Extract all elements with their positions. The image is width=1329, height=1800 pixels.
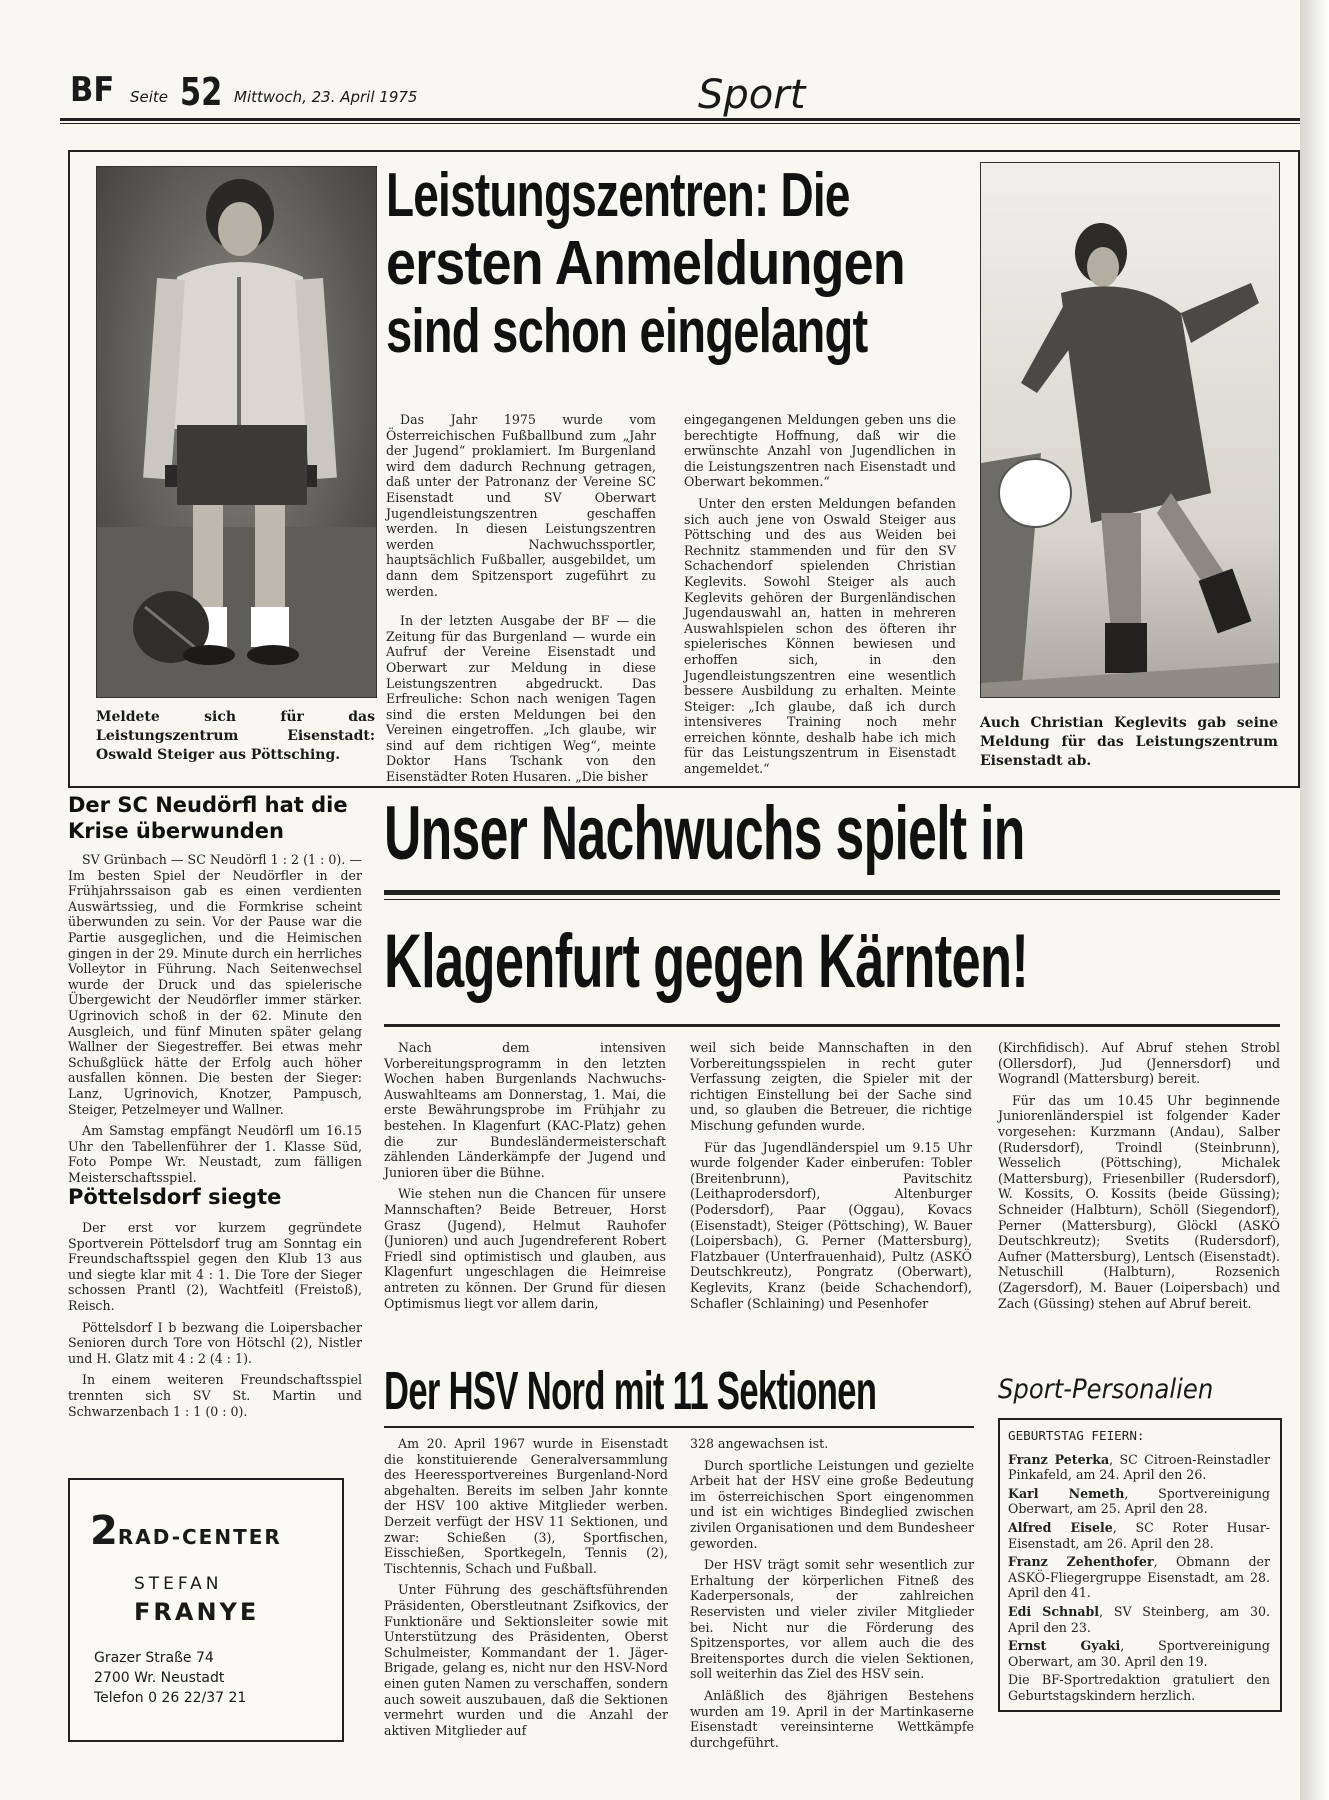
personalien-entry-name: Karl Nemeth <box>1008 1485 1125 1501</box>
personalien-entry <box>1008 1452 1270 1483</box>
poettelsdorf-article <box>68 1220 362 1419</box>
photo-christian-keglevits <box>980 162 1280 698</box>
nachwuchs-headline-rule <box>384 890 1280 895</box>
nachwuchs-col2-p2: Für das Jugendländerspiel um 9.15 Uhr wurde folgender Kader einberufen: Tobler (Breitenbrunn), Pavitschitz (Leithaprodersdorf), Altenburger (Podersdorf), Paar (Oggau), Kovacs (Eisenstadt), Steiger (Pöttsching), W. Bauer (Loipersbach), G. Perner (Mattersburg), Flatzbauer (Unterfrauenhaid), Pultz (ASKÖ Deutschkreutz), Pongratz (Oberwart), Keglevits, Kranz (beide Schachendorf), Schafler (Schlaining) und Pesenhofer <box>690 1139 972 1311</box>
masthead-rule <box>60 118 1300 121</box>
page-edge <box>1300 0 1329 1800</box>
ad-phone: Telefon 0 26 22/37 21 <box>94 1690 247 1706</box>
ad-street: Grazer Straße 74 <box>94 1650 214 1666</box>
personalien-entry <box>1008 1486 1270 1517</box>
feature-col2-p1: eingegangenen Meldungen geben uns die berechtigte Hoffnung, daß wir die erwünschte Anzahl von Jugendlichen in die Leistungszentren nach Eisenstadt und Oberwart bekommen.“ <box>684 412 956 490</box>
personalien-closing: Die BF-Sportredaktion gratuliert den Geburtstagskindern herzlich. <box>1008 1672 1270 1703</box>
personalien-entry <box>1008 1638 1270 1669</box>
ad-owner-last: FRANYE <box>134 1598 260 1626</box>
neudoerfl-headline: Der SC Neudörfl hat die Krise überwunden <box>68 793 348 843</box>
personalien-list <box>1008 1428 1270 1707</box>
personalien-entry <box>1008 1604 1270 1635</box>
player-photo-left-image <box>97 167 376 697</box>
feature-column-1 <box>386 412 656 785</box>
caption-left: Meldete sich für das Leistungszentrum Eisenstadt: Oswald Steiger aus Pöttsching. <box>96 709 375 763</box>
personalien-entry-name: Alfred Eisele <box>1008 1519 1113 1535</box>
feature-col1-p2: In der letzten Ausgabe der BF — die Zeitung für das Burgenland — wurde ein Aufruf der Vereine Eisenstadt und Oberwart zur Meldung in diese Leistungszentren abgedruckt. Das Erfreuliche: Schon nach wenigen Tagen sind die ersten Meldungen bei den Vereinen eingetroffen. „Ich glaube, wir sind auf dem richtigen Weg“, meinte Doktor Hans Tschank von den Eisenstädter Roten Husaren. „Die bisher <box>386 613 656 785</box>
poettelsdorf-p2: Pöttelsdorf I b bezwang die Loipersbacher Senioren durch Tore von Hötschl (2), Nistler und H. Glatz mit 4 : 2 (4 : 1). <box>68 1319 362 1366</box>
feature-headline-line-1: Leistungszentren: Die <box>386 161 850 230</box>
issue-date: Mittwoch, 23. April 1975 <box>234 88 418 106</box>
nachwuchs-column-2 <box>690 1040 972 1311</box>
personalien-title: Sport-Personalien <box>998 1374 1214 1405</box>
nachwuchs-col1-p1: Nach dem intensiven Vorbereitungsprogramm in den letzten Wochen haben Burgenlands Nachwuchs-Auswahlteams am Donnerstag, 1. Mai, die erste Bewährungsprobe im Frühjahr zu bestehen. In Klagenfurt (KAC-Platz) gehen die zur Bundesländermeisterschaft zählenden Länderkämpfe der Jugend und Junioren über die Bühne. <box>384 1040 666 1180</box>
masthead <box>70 70 1280 118</box>
poettelsdorf-p3: In einem weiteren Freundschaftsspiel trennten sich SV St. Martin und Schwarzenbach 1 : 1 (0 : 0). <box>68 1372 362 1419</box>
ad-title <box>90 1508 282 1554</box>
feature-headline-line-2: ersten Anmeldungen <box>386 229 905 298</box>
ad-owner-first: STEFAN <box>134 1574 223 1594</box>
hsv-col2-p2: Durch sportliche Leistungen und gezielte Arbeit hat der HSV eine große Bedeutung im österreichischen Sport eingenommen und ist ein wichtiges Bindeglied zwischen zivilen Organisationen und dem Bundesheer geworden. <box>690 1457 975 1551</box>
nachwuchs-headline-line-1: Unser Nachwuchs spielt in <box>384 791 1025 876</box>
neudoerfl-p2: Am Samstag empfängt Neudörfl um 16.15 Uhr den Tabellenführer der 1. Klasse Süd, Foto Pompe Wr. Neustadt, zum fälligen Meisterschaftsspiel. <box>68 1123 362 1185</box>
ad-city: 2700 Wr. Neustadt <box>94 1670 225 1686</box>
personalien-entry <box>1008 1520 1270 1551</box>
poettelsdorf-headline: Pöttelsdorf siegte <box>68 1185 282 1209</box>
page-number: 52 <box>180 70 223 114</box>
neudoerfl-article <box>68 852 362 1185</box>
ad-big-letter: 2 <box>90 1508 118 1554</box>
hsv-col2-p4: Anläßlich des 8jährigen Bestehens wurden am 19. April in der Martinkaserne Eisenstadt vereinsinterne Wettkämpfe durchgeführt. <box>690 1687 974 1750</box>
personalien-entry-text: , SC Roter Husar-Eisenstadt, am 26. April den 28. <box>1008 1519 1270 1551</box>
personalien-entry-name: Franz Zehenthofer <box>1008 1554 1154 1570</box>
personalien-entry-name: Edi Schnabl <box>1008 1603 1100 1619</box>
personalien-intro: GEBURTSTAG FEIERN: <box>1008 1428 1145 1443</box>
nachwuchs-col2-p1: weil sich beide Mannschaften in den Vorbereitungsspielen in recht guter Verfassung zeigten, die Spieler mit der richtigen Einstellung bei der Sache sind und, so glauben die Betreuer, die richtige Mischung gefunden wurde. <box>690 1040 972 1133</box>
masthead-rule-thin <box>60 123 1300 124</box>
feature-headline-line-3: sind schon eingelangt <box>386 297 868 366</box>
personalien-entry-text: , Sportvereinigung Oberwart, am 25. April den 28. <box>1008 1485 1270 1517</box>
poettelsdorf-p1: Der erst vor kurzem gegründete Sportverein Pöttelsdorf trug am Sonntag ein Freundschaftsspiel gegen den Klub 13 aus und siegte klar mit 4 : 1. Die Tore der Sieger schossen Prantl (2), Wachtfeitl (Freistoß), Reisch. <box>68 1220 362 1313</box>
seite-label: Seite <box>130 88 169 106</box>
hsv-col1-p1: Am 20. April 1967 wurde in Eisenstadt die konstituierende Generalversammlung des Heeressportvereines Burgenland-Nord abgehalten. Bereits im selben Jahr konnte der HSV 100 aktive Mitglieder werben. Derzeit verfügt der HSV 11 Sektionen, und zwar: Schießen (3), Sportfischen, Eisschießen, Sportkegeln, Tennis (2), Tischtennis, Schach und Fußball. <box>384 1436 668 1576</box>
hsv-column-1 <box>384 1436 668 1738</box>
player-photo-right-image <box>981 163 1279 697</box>
personalien-entry-text: , SC Citroen-Reinstadler Pinkafeld, am 24. April den 26. <box>1008 1451 1270 1483</box>
photo-oswald-steiger <box>96 166 377 698</box>
personalien-entry-text: , Sportvereinigung Oberwart, am 30. April den 19. <box>1008 1638 1270 1669</box>
nachwuchs-column-1 <box>384 1040 666 1311</box>
feature-col1-p1: Das Jahr 1975 wurde vom Österreichischen Fußballbund zum „Jahr der Jugend“ proklamiert. Im Burgenland wird dem dadurch Rechnung getragen, daß unter der Patronanz der Vereine SC Eisenstadt und SV Oberwart Jugendleistungszentren geschaffen werden. In diesen Leistungszentren werden Nachwuchssportler, hauptsächlich Fußballer, ausgebildet, um dann dem Spitzensport zugeführt zu werden. <box>386 412 656 599</box>
hsv-col2-p3: Der HSV trägt somit sehr wesentlich zur Erhaltung der körperlichen Fitneß des Kaderpersonals, der zahlreichen Reservisten und vieler ziviler Mitglieder bei. Nicht nur die Förderung des Spitzensportes, vor allem auch die des Breitensportes durch die vielen Sektionen, soll weiterhin das Ziel des HSV sein. <box>690 1557 974 1682</box>
personalien-entry-name: Franz Peterka <box>1008 1451 1110 1467</box>
nachwuchs-col1-p2: Wie stehen nun die Chancen für unsere Mannschaften? Beide Betreuer, Horst Grasz (Jugend), Helmut Rauhofer (Junioren) und auch Jugendreferent Robert Friedl sind optimistisch und glauben, aus Klagenfurt ungeschlagen die Heimreise antreten zu können. Der Grund für diesen Optimismus liegt vor allem darin, <box>384 1186 666 1311</box>
nachwuchs-col3-p2: Für das um 10.45 Uhr beginnende Juniorenländerspiel ist folgender Kader vorgesehen: Kurzmann (Andau), Salber (Rudersdorf), Troindl (Steinbrunn), Wesselich (Pöttsching), Michalek (Mattersburg), Friesenbiller (Rudersdorf), W. Kossits, O. Kossits (beide Güssing); Schneider (Halbturn), Schöll (Siegendorf), Perner (Mattersburg), Glöckl (ASKÖ Deutschkreutz); Svetits (Rudersdorf), Aufner (Mattersburg), Lentsch (Eisenstadt). Netuschill (Halbturn), Rozsenich (Zagersdorf), M. Bauer (Loipersbach) und Zach (Güssing) stehen auf Abruf bereit. <box>998 1092 1280 1311</box>
personalien-entry-text: , Obmann der ASKÖ-Fliegergruppe Eisenstadt, am 28. April den 41. <box>1008 1554 1270 1601</box>
newspaper-logo: BF <box>70 70 115 110</box>
nachwuchs-headline-rule-thin <box>384 899 1280 900</box>
neudoerfl-p1: SV Grünbach — SC Neudörfl 1 : 2 (1 : 0). — Im besten Spiel der Neudörfler in der Frühjahrssaison gab es einen verdienten Auswärtssieg, und die Formkrise scheint überwunden zu sein. Vor der Pause war die Partie ausgeglichen, und die Heimischen gingen in der 29. Minute durch ein herrliches Volleytor in Führung. Nach Seitenwechsel wurde der Druck und das spielerische Übergewicht der Neudörfler immer stärker. Ugrinovich schoß in der 62. Minute den Ausgleich, und fünf Minuten später gelang Wallner der Siegestreffer. Bei etwas mehr Schußglück hätte der Erfolg auch höher ausfallen können. Die besten der Sieger: Lanz, Ugrinovich, Knotzer, Pampusch, Steiger, Petzelmeyer und Wallner. <box>68 852 362 1117</box>
caption-right: Auch Christian Keglevits gab seine Meldung für das Leistungszentrum Eisenstadt ab. <box>980 715 1278 769</box>
personalien-entry-name: Ernst Gyaki <box>1008 1638 1121 1654</box>
hsv-col1-p2: Unter Führung des geschäftsführenden Präsidenten, Oberstleutnant Zsifkovics, der Funktionäre und Sektionsleiter sowie mit Unterstützung des Präsidenten, Oberst Schulmeister, Kommandant der 1. Jäger-Brigade, gelang es, nicht nur den HSV-Nord einen guten Namen zu verschaffen, sondern auch soweit auszubauen, daß die Sektionen vermehrt wurden und die Anzahl der aktiven Mitglieder auf <box>384 1582 668 1738</box>
section-title: Sport <box>698 72 806 118</box>
advertisement-2rad-center <box>68 1478 344 1742</box>
feature-col2-p2: Unter den ersten Meldungen befanden sich auch jene von Oswald Steiger aus Pöttsching und des aus Weiden bei Rechnitz stammenden und für den SV Schachendorf spielenden Christian Keglevits. Sowohl Steiger als auch Keglevits gehören der Burgenländischen Jugendauswahl an, hatten in mehreren Auswahlspielen schon des öfteren ihr spielerisches Können bewiesen und erhoffen sich, in den Jugendleistungszentren eine wesentlich bessere Ausbildung zu erhalten. Meinte Steiger: „Ich glaube, daß ich durch intensiveres Training noch mehr erreichen könnte, deshalb habe ich mich für das Leistungszentrum in Eisenstadt angemeldet.“ <box>684 495 956 777</box>
nachwuchs-headline-line-2: Klagenfurt gegen Kärnten! <box>384 919 1029 1004</box>
nachwuchs-col3-p1: (Kirchfidisch). Auf Abruf stehen Strobl (Ollersdorf), Jud (Jennersdorf) und Wograndl (Mattersburg) bereit. <box>998 1040 1280 1087</box>
nachwuchs-column-3 <box>998 1040 1280 1311</box>
hsv-column-2 <box>690 1436 974 1750</box>
hsv-headline: Der HSV Nord mit 11 Sektionen <box>384 1361 877 1421</box>
nachwuchs-bottom-rule <box>384 1024 1280 1027</box>
feature-column-2 <box>684 412 956 777</box>
personalien-entry-text: , SV Steinberg, am 30. April den 23. <box>1008 1603 1270 1635</box>
hsv-rule <box>384 1426 974 1428</box>
ad-title-rest: RAD-CENTER <box>117 1525 282 1549</box>
hsv-col2-p1: 328 angewachsen ist. <box>690 1436 829 1451</box>
personalien-entry <box>1008 1554 1270 1601</box>
